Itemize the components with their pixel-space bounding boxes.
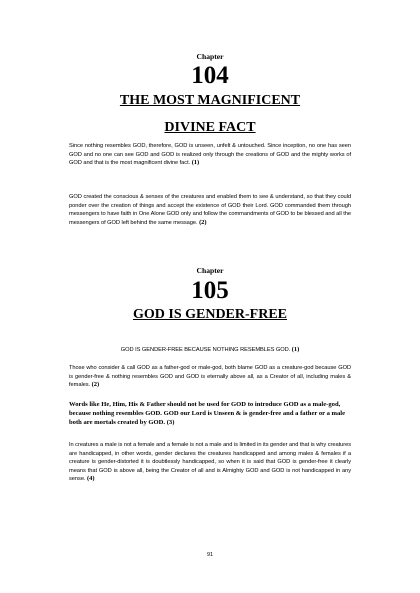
chapter-105-paragraph-2-ref: (4)	[87, 475, 95, 483]
chapter-105-paragraph-2-text: In creatures a male is not a female and a female is not a male and is limited in its gender and that is why creatures are handicapped, in other words, gender declares the creatures handicapped and among males & females if a creature is gender-distorted it is doubtlessly handicapped, so when it is said that GOD is gender-free it clearly means that GOD is above all, being the Creator of all and is Almighty GOD and GOD is not handicapped in any sense.	[69, 442, 351, 483]
chapter-105-title: GOD IS GENDER-FREE	[132, 307, 288, 322]
chapter-105-bold-paragraph: Words like He, Him, His & Father should not be used for GOD to introduce GOD as a male-god, because nothing resembles GOD. GOD our Lord is Unseen & is gender-free and a father or a male both are mortals created by GOD. (3)	[69, 401, 346, 426]
chapter-105-label: Chapter	[196, 266, 224, 275]
chapter-105-paragraph-1	[69, 364, 351, 390]
chapter-104-label: Chapter	[196, 52, 224, 61]
chapter-104-paragraph-1-text: Since nothing resembles GOD, therefore, GOD is unseen, unfelt & untouched. Since inception, no one has seen GOD and no one can see GOD and GOD is realized only through the creations of GOD and the mighty works of GOD and that is the most magnificent divine fact.	[69, 143, 351, 167]
chapter-104-paragraph-1	[69, 142, 351, 168]
chapter-105-intro-ref: (1)	[291, 346, 300, 353]
chapter-104-paragraph-2	[69, 193, 351, 227]
chapter-105-intro-text: GOD IS GENDER-FREE BECAUSE NOTHING RESEMBLES GOD.	[120, 347, 291, 353]
chapter-104-paragraph-2-text: GOD created the conscious & senses of the creatures and enabled them to see & understand, so that they could ponder over the creation of things and accept the existence of GOD their Lord. GOD commanded them through messengers to have faith in One Alone GOD only and follow the commandments of GOD to be blessed and all the messengers of GOD left behind the same message.	[69, 194, 351, 226]
chapter-105-paragraph-1-text: Those who consider & call GOD as a father-god or male-god, both blame GOD as a creature-god because GOD is gender-free & nothing resembles GOD and GOD is eternally above all, as a Creator of all, including males & females.	[69, 365, 351, 389]
page-number: 91	[206, 552, 214, 558]
chapter-105-paragraph-2	[69, 441, 351, 484]
chapter-104-paragraph-2-ref: (2)	[199, 218, 207, 226]
chapter-105-intro	[69, 346, 351, 355]
chapter-104-title-line2: DIVINE FACT	[164, 120, 256, 135]
chapter-104-number: 104	[191, 62, 229, 89]
chapter-104-title-line1: THE MOST MAGNIFICENT	[119, 93, 301, 108]
chapter-105-number: 105	[191, 277, 229, 304]
chapter-104-paragraph-1-ref: (1)	[191, 159, 200, 167]
chapter-105-paragraph-1-ref: (2)	[91, 381, 100, 389]
